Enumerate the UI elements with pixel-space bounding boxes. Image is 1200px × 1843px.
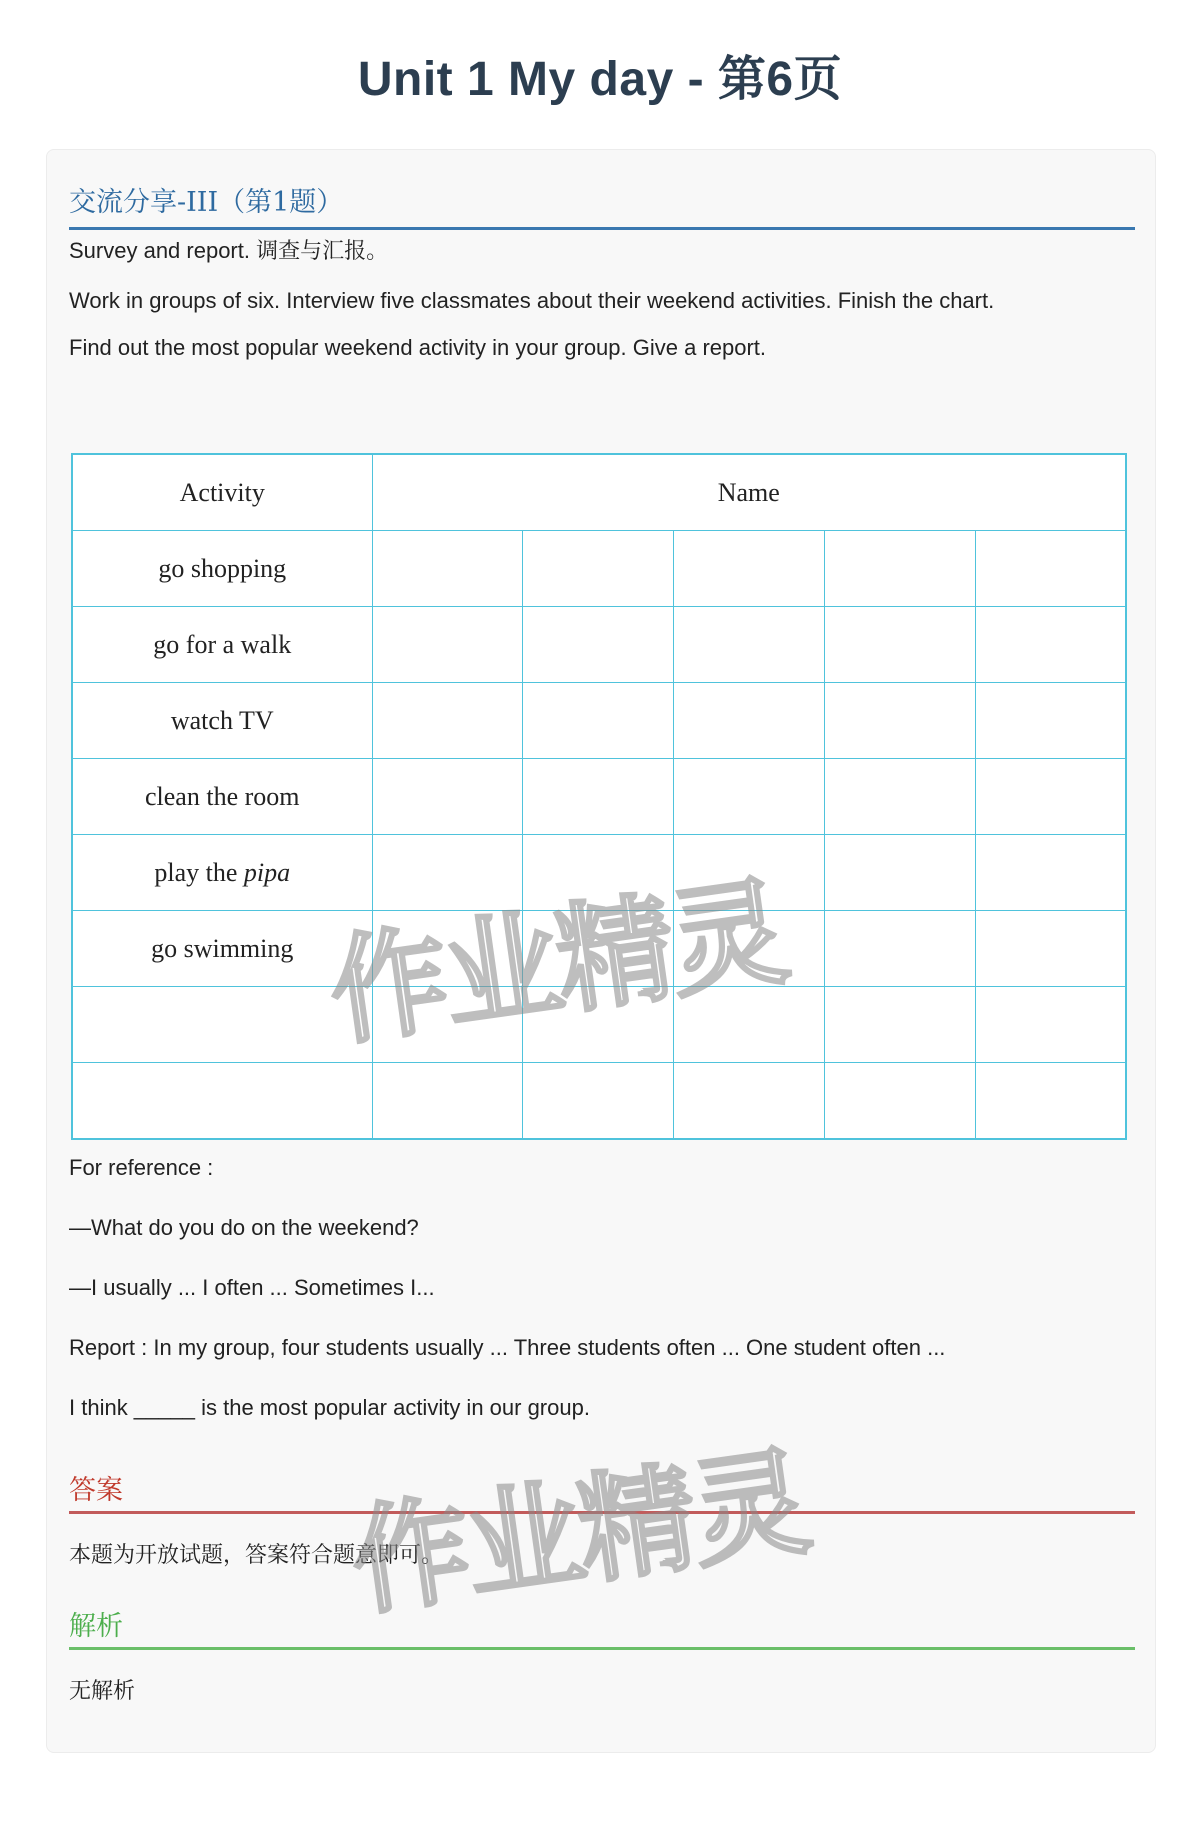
table-row bbox=[72, 911, 1126, 987]
activity-cell[interactable] bbox=[72, 1063, 372, 1140]
activity-cell: go shopping bbox=[72, 531, 372, 607]
name-cell[interactable] bbox=[372, 759, 523, 835]
activity-cell bbox=[72, 835, 372, 911]
name-cell[interactable] bbox=[824, 607, 975, 683]
name-cell[interactable] bbox=[824, 683, 975, 759]
page-title: Unit 1 My day - 第6页 bbox=[357, 53, 843, 106]
name-cell[interactable] bbox=[372, 607, 523, 683]
name-cell[interactable] bbox=[674, 987, 825, 1063]
name-cell[interactable] bbox=[975, 759, 1126, 835]
reference-question: —What do you do on the weekend? bbox=[69, 1215, 419, 1240]
answer-text: 本题为开放试题，答案符合题意即可。 bbox=[69, 1543, 444, 1568]
activity-cell: watch TV bbox=[72, 683, 372, 759]
name-cell[interactable] bbox=[824, 987, 975, 1063]
name-cell[interactable] bbox=[824, 531, 975, 607]
name-cell[interactable] bbox=[372, 1063, 523, 1140]
name-cell[interactable] bbox=[523, 759, 674, 835]
answer-header: 答案 bbox=[69, 1468, 1135, 1514]
name-cell[interactable] bbox=[523, 607, 674, 683]
name-cell[interactable] bbox=[975, 911, 1126, 987]
task-line-2: Find out the most popular weekend activity in your group. Give a report. bbox=[69, 335, 767, 360]
reference-label: For reference : bbox=[69, 1155, 214, 1180]
activity-cell: go for a walk bbox=[72, 607, 372, 683]
reference-conclusion: I think _____ is the most popular activity in our group. bbox=[69, 1395, 590, 1420]
activity-cell: clean the room bbox=[72, 759, 372, 835]
table-row bbox=[72, 759, 1126, 835]
table-row bbox=[72, 683, 1126, 759]
name-cell[interactable] bbox=[372, 911, 523, 987]
name-cell[interactable] bbox=[674, 531, 825, 607]
instruction-line bbox=[69, 234, 1135, 265]
name-cell[interactable] bbox=[674, 759, 825, 835]
name-cell[interactable] bbox=[824, 759, 975, 835]
table-row bbox=[72, 1063, 1126, 1140]
task-line-1: Work in groups of six. Interview five classmates about their weekend activities. Finish the chart. bbox=[69, 288, 995, 313]
header-activity: Activity bbox=[72, 454, 372, 531]
table-row bbox=[72, 835, 1126, 911]
name-cell[interactable] bbox=[523, 531, 674, 607]
activity-plain: play the bbox=[154, 857, 244, 887]
activity-cell[interactable] bbox=[72, 987, 372, 1063]
name-cell[interactable] bbox=[975, 987, 1126, 1063]
activity-italic: pipa bbox=[243, 857, 291, 887]
survey-chart bbox=[71, 453, 1127, 1133]
name-cell[interactable] bbox=[824, 835, 975, 911]
name-cell[interactable] bbox=[975, 1063, 1126, 1140]
name-cell[interactable] bbox=[975, 683, 1126, 759]
name-cell[interactable] bbox=[674, 835, 825, 911]
name-cell[interactable] bbox=[674, 1063, 825, 1140]
name-cell[interactable] bbox=[523, 835, 674, 911]
name-cell[interactable] bbox=[975, 835, 1126, 911]
name-cell[interactable] bbox=[372, 987, 523, 1063]
name-cell[interactable] bbox=[523, 911, 674, 987]
name-cell[interactable] bbox=[674, 911, 825, 987]
table-header-row bbox=[72, 454, 1126, 531]
header-name: Name bbox=[372, 454, 1126, 531]
name-cell[interactable] bbox=[674, 683, 825, 759]
question-header: 交流分享-III（第1题） bbox=[69, 180, 1135, 230]
activity-cell: go swimming bbox=[72, 911, 372, 987]
name-cell[interactable] bbox=[523, 987, 674, 1063]
name-cell[interactable] bbox=[975, 607, 1126, 683]
question-card bbox=[46, 149, 1156, 1753]
name-cell[interactable] bbox=[372, 531, 523, 607]
instruction-en: Survey and report. bbox=[69, 238, 250, 263]
table-row bbox=[72, 531, 1126, 607]
survey-table bbox=[71, 453, 1127, 1140]
table-row bbox=[72, 607, 1126, 683]
reference-report: Report : In my group, four students usually ... Three students often ... One student often ... bbox=[69, 1335, 946, 1360]
name-cell[interactable] bbox=[674, 607, 825, 683]
explanation-text: 无解析 bbox=[69, 1679, 136, 1704]
name-cell[interactable] bbox=[372, 835, 523, 911]
name-cell[interactable] bbox=[523, 683, 674, 759]
name-cell[interactable] bbox=[824, 911, 975, 987]
instruction-cn: 调查与汇报。 bbox=[256, 239, 389, 264]
name-cell[interactable] bbox=[372, 683, 523, 759]
name-cell[interactable] bbox=[523, 1063, 674, 1140]
name-cell[interactable] bbox=[824, 1063, 975, 1140]
reference-answer: —I usually ... I often ... Sometimes I... bbox=[69, 1275, 435, 1300]
table-row bbox=[72, 987, 1126, 1063]
explanation-header: 解析 bbox=[69, 1604, 1135, 1650]
name-cell[interactable] bbox=[975, 531, 1126, 607]
